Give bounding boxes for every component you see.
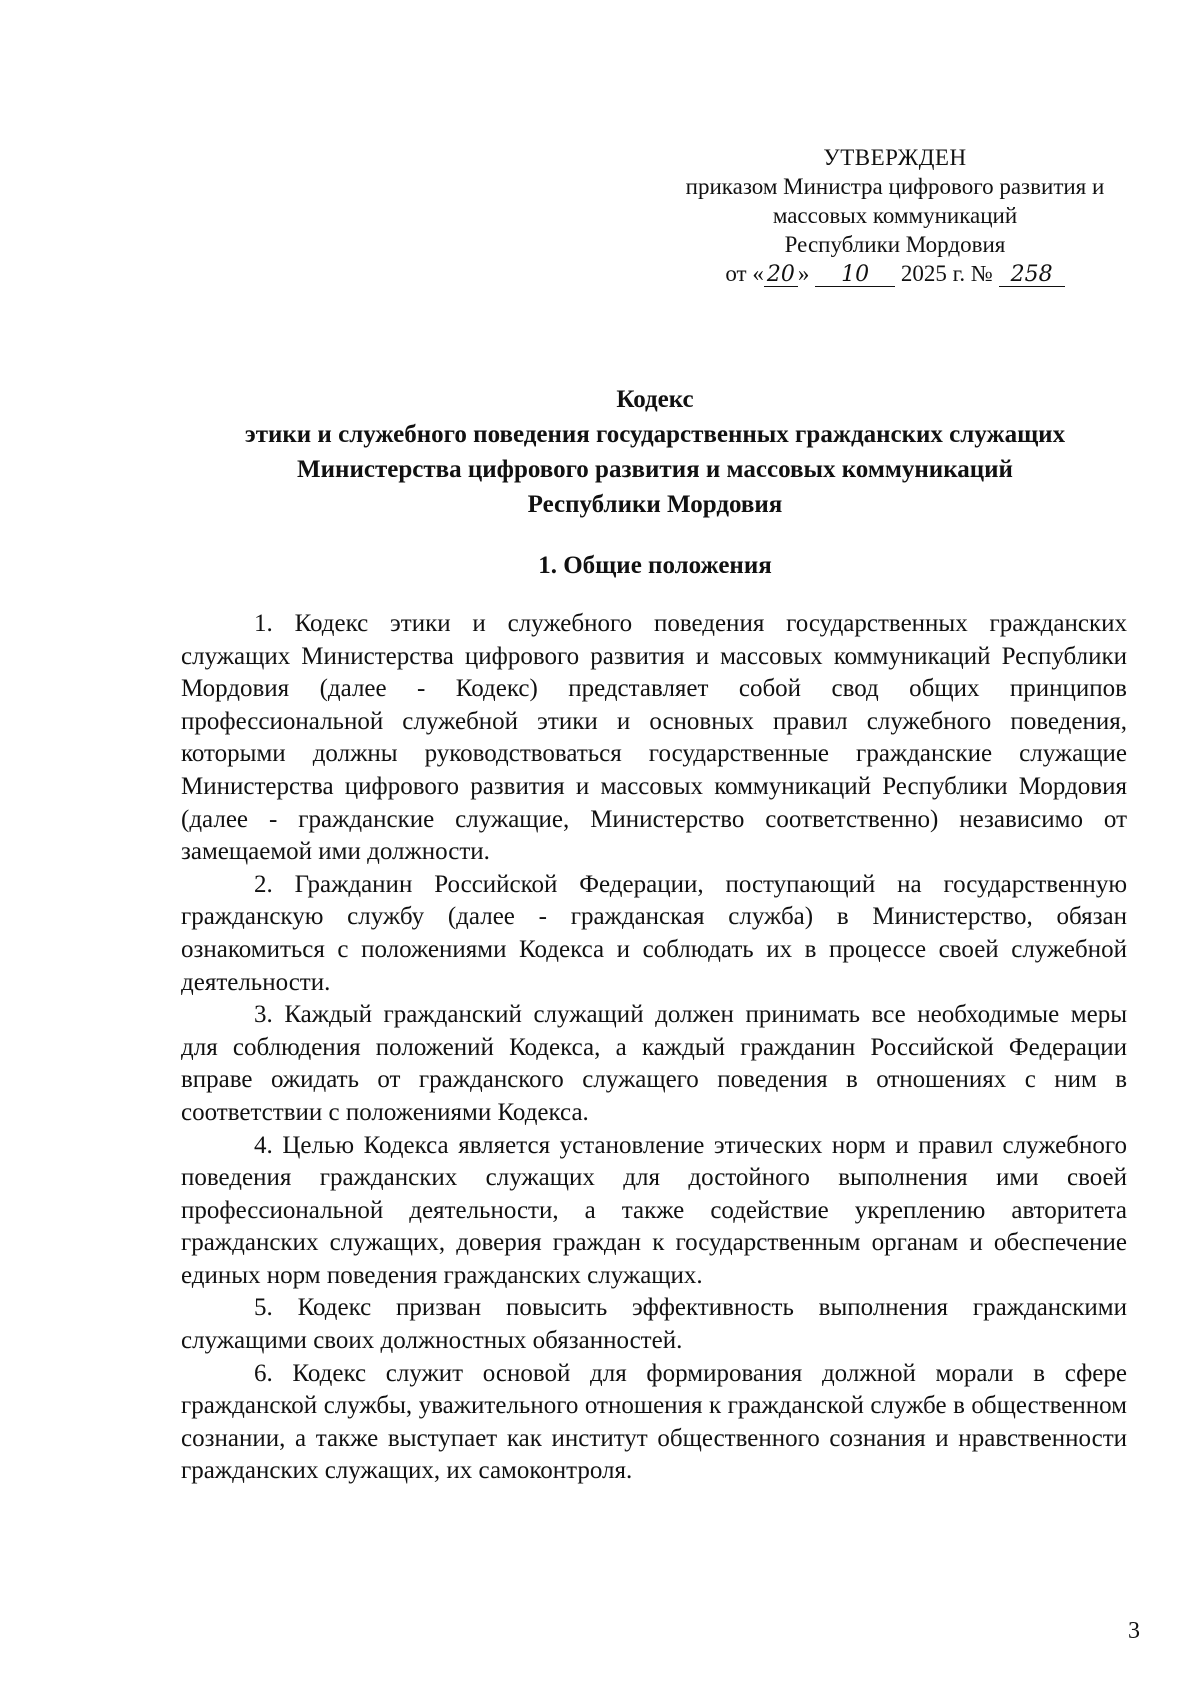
paragraph-3: 3. Каждый гражданский служащий должен принимать все необходимые меры для соблюдения положений Кодекса, а каждый гражданин Российской Федерации вправе ожидать от гражданского служащего поведения в отношениях с ним в соответствии с положениями Кодекса. — [181, 1001, 1127, 1126]
paragraph-1: 1. Кодекс этики и служебного поведения государственных гражданских служащих Министерства цифрового развития и массовых коммуникаций Республики Мордовия (далее - Кодекс) представляет собой свод общих принципов профессиональной служебной этики и основных правил служебного поведения, которыми должны руководствоваться государственные гражданские служащие Министерства цифрового развития и массовых коммуникаций Республики Мордовия (далее - гражданские служащие, Министерство соответственно) независимо от замещаемой ими должности. — [181, 610, 1127, 866]
paragraph-4: 4. Целью Кодекса является установление этических норм и правил служебного поведения гражданских служащих для достойного выполнения ими своей профессиональной деятельности, а также содействие укреплению авторитета гражданских служащих, доверия граждан к государственным органам и обеспечение единых норм поведения гражданских служащих. — [181, 1131, 1127, 1289]
approval-line-2: массовых коммуникаций — [772, 203, 1018, 228]
document-title — [180, 382, 1130, 522]
section-body — [181, 608, 1127, 1488]
date-prefix: от « — [725, 261, 764, 286]
handwritten-order-number: 258 — [999, 264, 1065, 287]
page-number: 3 — [1128, 1618, 1140, 1644]
date-suffix: 2025 г. № — [900, 261, 993, 286]
approval-line-1: приказом Министра цифрового развития и — [685, 174, 1105, 199]
approval-date-line — [660, 259, 1130, 288]
date-mid: » — [797, 261, 810, 286]
paragraph-6: 6. Кодекс служит основой для формирования должной морали в сфере гражданской службы, уважительного отношения к гражданской службе в общественном сознании, а также выступает как институт общественного сознания и нравственности гражданских служащих, их самоконтроля. — [181, 1359, 1127, 1485]
paragraph-2: 2. Гражданин Российской Федерации, поступающий на государственную гражданскую службу (далее - гражданская служба) в Министерство, обязан ознакомиться с положениями Кодекса и соблюдать их в процессе своей служебной деятельности. — [181, 870, 1127, 996]
title-line-4: Республики Мордовия — [527, 491, 783, 518]
title-line-2: этики и служебного поведения государственных гражданских служащих — [244, 421, 1066, 448]
paragraph-5: 5. Кодекс призван повысить эффективность выполнения гражданскими служащими своих должностных обязанностей. — [181, 1294, 1127, 1355]
handwritten-day: 20 — [764, 264, 798, 287]
approved-label: УТВЕРЖДЕН — [823, 145, 967, 170]
handwritten-month: 10 — [815, 264, 895, 287]
section-heading: 1. Общие положения — [538, 552, 772, 579]
approval-stamp — [660, 143, 1130, 288]
title-line-1: Кодекс — [616, 386, 694, 413]
approval-line-3: Республики Мордовия — [784, 232, 1006, 257]
title-line-3: Министерства цифрового развития и массовых коммуникаций — [297, 456, 1013, 483]
